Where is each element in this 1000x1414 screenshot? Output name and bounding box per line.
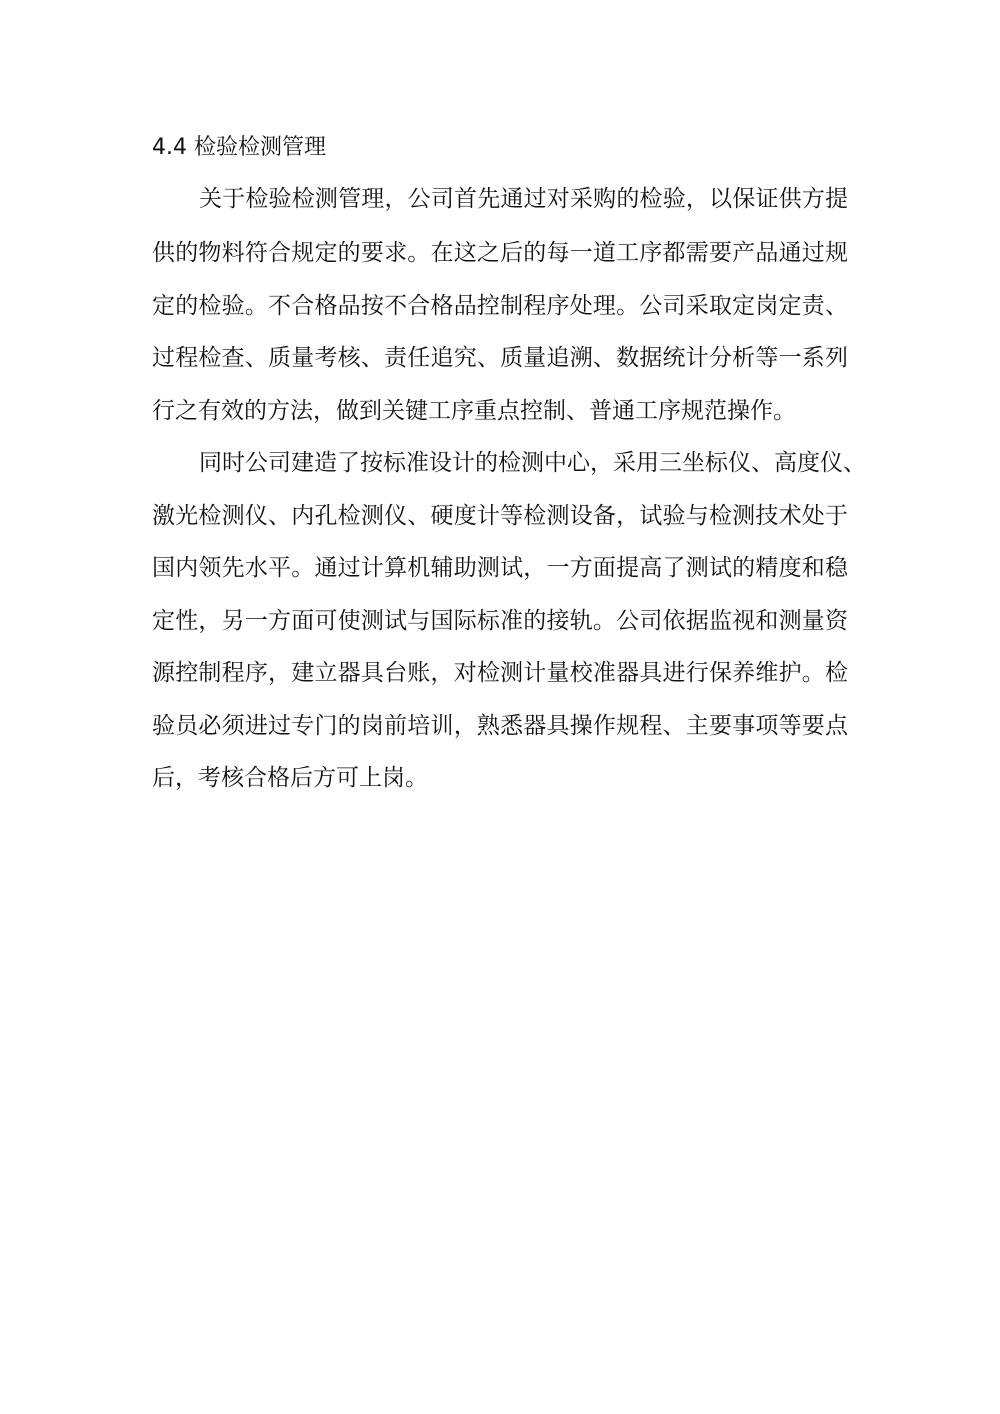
paragraph-line: 激光检测仪、内孔检测仪、硬度计等检测设备，试验与检测技术处于 xyxy=(152,503,848,529)
paragraph-line: 过程检查、质量考核、责任追究、质量追溯、数据统计分析等一系列 xyxy=(152,345,848,371)
paragraph-line: 定的检验。不合格品按不合格品控制程序处理。公司采取定岗定责、 xyxy=(152,293,848,319)
paragraph-line: 后，考核合格后方可上岗。 xyxy=(152,765,428,791)
paragraph-line: 行之有效的方法，做到关键工序重点控制、普通工序规范操作。 xyxy=(152,398,796,424)
paragraph-line: 关于检验检测管理，公司首先通过对采购的检验，以保证供方提 xyxy=(199,186,848,212)
paragraph-line: 验员必须进过专门的岗前培训，熟悉器具操作规程、主要事项等要点 xyxy=(152,713,848,739)
paragraph-line: 源控制程序，建立器具台账，对检测计量校准器具进行保养维护。检 xyxy=(152,660,848,686)
paragraph-line: 定性，另一方面可使测试与国际标准的接轨。公司依据监视和测量资 xyxy=(152,608,848,634)
paragraph-line: 供的物料符合规定的要求。在这之后的每一道工序都需要产品通过规 xyxy=(152,240,848,266)
paragraph-line: 国内领先水平。通过计算机辅助测试，一方面提高了测试的精度和稳 xyxy=(152,555,848,581)
section-heading: 4.4 检验检测管理 xyxy=(152,135,326,160)
paragraph-line: 同时公司建造了按标准设计的检测中心，采用三坐标仪、高度仪、 xyxy=(199,450,866,476)
